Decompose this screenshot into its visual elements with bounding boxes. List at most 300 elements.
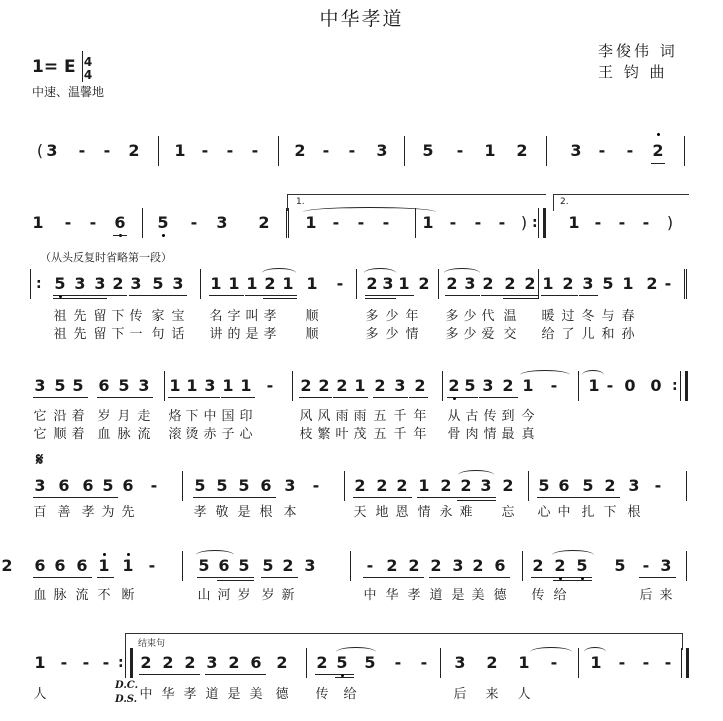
lyric-char: 地 [375,505,389,520]
note [581,275,595,293]
note-digit: 6 [260,476,272,495]
dc-marking: D.C. [115,680,139,691]
barline [125,648,126,678]
note [495,214,509,232]
lyric-char: 烙 [168,409,182,424]
score-line-5 [0,477,723,497]
beam-underline [335,677,354,678]
note [661,275,675,293]
lyric-char: 情 [417,505,431,520]
note [33,654,47,672]
note-digit: 6 [122,476,134,495]
note-digit: 2 [446,274,458,293]
lyric-char: 滚 [168,427,182,442]
note [417,654,431,672]
note [33,557,47,575]
note [373,377,387,395]
note-digit: 1 [518,653,530,672]
note [621,275,635,293]
note [661,654,675,672]
note [651,477,665,495]
beam-underline [168,397,220,398]
note-digit: 2 [128,141,140,160]
lyric-char: 传 [531,588,545,603]
note-digit: 2 [448,376,460,395]
beam-underline [129,295,187,296]
note-digit: 5 [238,556,250,575]
note-digit: 6 [76,556,88,575]
lyric-char: 下 [185,409,199,424]
note-digit: 2 [336,376,348,395]
slur [520,370,570,380]
barline [440,648,441,678]
lyric-char: 古 [465,409,479,424]
note [353,377,367,395]
note [239,377,253,395]
note-digit: 2 [162,653,174,672]
beam-underline [97,397,153,398]
lyric-char: 中 [557,505,571,520]
barline [686,551,687,581]
lyric-char: 后 [453,687,467,702]
beam-underline [353,497,412,498]
note-digit: 6 [98,376,110,395]
note-digit: 3 [216,213,228,232]
lyric-char: 流 [75,588,89,603]
note-digit: 6 [558,476,570,495]
high-octave-dot [103,553,106,556]
note [501,377,515,395]
barline [292,371,293,401]
note-digit: 3 [376,141,388,160]
note-digit: 0 [624,376,636,395]
lyric-char: 宝 [171,309,185,324]
tempo-marking: 中速、温馨地 [32,85,105,99]
lyric-char: 岁 [237,588,251,603]
lyric-char: 下 [111,327,125,342]
note [33,477,47,495]
score-line-2 [0,214,723,234]
lyric-char: 道 [205,687,219,702]
note [171,275,185,293]
score-line-6 [0,557,723,577]
note-digit: 3 [382,274,394,293]
slur [458,470,494,480]
note [227,654,241,672]
lyric-char: 代 [481,309,495,324]
note-digit: 5 [422,141,434,160]
lyric-char: 顺 [305,309,319,324]
note-digit: - [60,653,68,672]
first-ending-label: 1. [296,197,305,207]
lyric-char: 家 [151,309,165,324]
note-digit: 2 [604,476,616,495]
note [623,142,637,160]
lyric-char: 恩 [395,505,409,520]
note [335,377,349,395]
lyric-char: 孙 [621,327,635,342]
note [97,557,111,575]
beam-underline [217,580,254,581]
song-title: 中华孝道 [319,8,404,30]
note-digit: 5 [198,556,210,575]
note [639,557,653,575]
note-digit: 5 [576,556,588,575]
note-digit: 5 [54,376,66,395]
lyric-char: 到 [501,409,515,424]
lyric-char: 烫 [185,427,199,442]
note [275,654,289,672]
note-digit: 5 [102,476,114,495]
note [299,377,313,395]
note [257,214,271,232]
lyric-char: 情 [483,427,497,442]
lyrics-line-5-1 [0,501,723,520]
lyric-char: 是 [451,588,465,603]
beam-underline [503,298,539,299]
note-digit: 1 [305,213,317,232]
lyric-char: 华 [385,588,399,603]
time-signature-bottom: 4 [83,68,93,82]
lyric-char: 祖 [53,327,67,342]
note [203,377,217,395]
lyric-char: 茂 [353,427,367,442]
lyrics-line-4-1 [0,405,723,424]
lyric-char: 来 [659,588,673,603]
lyric-char: 千 [393,409,407,424]
note [537,477,551,495]
lyric-char: 德 [275,687,289,702]
barline [680,371,681,401]
beam-underline [363,577,424,578]
lyric-char: 百 [33,505,47,520]
lyric-char: 天 [353,505,367,520]
note [501,477,515,495]
lyric-char: 它 [33,409,47,424]
lyric-char: 情 [405,327,419,342]
lyric-char: 它 [33,427,47,442]
note-digit: - [498,213,506,232]
note [503,275,517,293]
note-digit: - [598,141,606,160]
note-digit: 2 [276,653,288,672]
note [121,477,135,495]
barline [130,648,133,678]
note [283,477,297,495]
beam-underline [261,577,298,578]
note [615,654,629,672]
note-digit: 2 [258,213,270,232]
lyric-char: 先 [73,309,87,324]
barline [164,371,165,401]
note [517,654,531,672]
note-digit: 5 [216,476,228,495]
lyric-char: 善 [57,505,71,520]
lyric-char: 一 [129,327,143,342]
note-digit: 2 [502,476,514,495]
note [129,275,143,293]
note-digit: - [642,213,650,232]
lyric-char: 与 [601,309,615,324]
lyric-char: 千 [393,427,407,442]
note-digit: 5 [152,274,164,293]
note-digit: - [102,653,110,672]
note-digit: - [150,476,158,495]
note-digit: 3 [206,653,218,672]
note [375,477,389,495]
beam-underline [651,163,665,164]
barline-end [684,269,685,299]
note-digit: - [618,653,626,672]
beam-underline [193,497,276,498]
note-digit: 3 [138,376,150,395]
note [413,377,427,395]
beam-underline [315,674,354,675]
note-digit: - [382,213,390,232]
repeat-dots: : [672,378,678,394]
note-digit: 6 [54,556,66,575]
note-digit: - [550,376,558,395]
lyric-char: 交 [503,327,517,342]
note [309,477,323,495]
note [99,654,113,672]
lyric-char: 少 [463,309,477,324]
high-octave-dot [127,553,130,556]
note [531,557,545,575]
lyric-char: 风 [317,409,331,424]
lyric-char: 冬 [581,309,595,324]
note [293,142,307,160]
lyric-char: 华 [161,687,175,702]
note-digit: 2 [1,556,13,575]
note-digit: - [103,141,111,160]
lyric-char: 今 [521,409,535,424]
lyric-char: 美 [471,588,485,603]
note [581,477,595,495]
beam-underline [53,298,107,299]
lyric-char: 传 [129,309,143,324]
lyric-char: 话 [171,327,185,342]
note [100,142,114,160]
lyric-char: 先 [121,505,135,520]
note [663,214,677,232]
lyric-char: 多 [365,327,379,342]
lyric-char: 后 [639,588,653,603]
note [481,275,495,293]
note-digit: 2 [482,274,494,293]
beam-underline [333,397,368,398]
note-digit: - [322,141,330,160]
note [259,477,273,495]
note-digit: ) [666,213,674,232]
note [263,377,277,395]
lyric-char: 少 [385,309,399,324]
lyric-char: 年 [413,409,427,424]
note-digit: - [594,213,602,232]
lyric-char: 先 [73,327,87,342]
lyric-char: 多 [365,309,379,324]
note [523,275,537,293]
note-digit: - [366,556,374,575]
lyric-char: 年 [413,427,427,442]
lyric-char: 人 [517,687,531,702]
note-digit: 1 [122,556,134,575]
beam-underline [245,295,297,296]
note [215,477,229,495]
lyric-char: 孝 [263,309,277,324]
note [485,654,499,672]
note-digit: - [664,274,672,293]
lyric-char: 肉 [465,427,479,442]
lyric-char: 德 [493,588,507,603]
note-digit: 6 [34,556,46,575]
barline [543,208,546,238]
note [57,654,71,672]
barline [200,269,201,299]
note-digit: 2 [396,476,408,495]
note-digit: 1 [542,274,554,293]
note-digit: 3 [570,141,582,160]
note-digit: 6 [82,476,94,495]
score-line-3 [0,275,723,295]
note [439,477,453,495]
note-digit: 1 [34,653,46,672]
barline [685,371,688,401]
note-digit: - [332,213,340,232]
lyric-char: 孝 [183,687,197,702]
note [45,142,59,160]
note-digit: 3 [582,274,594,293]
barline [578,371,579,401]
note-digit: 1 [484,141,496,160]
lyric-char: 扎 [581,505,595,520]
lyric-char: 和 [601,327,615,342]
key-signature: 1= E [32,57,76,77]
barline [356,269,357,299]
note [315,654,329,672]
repeat-dots: : [36,276,42,292]
note-digit: 2 [354,476,366,495]
second-ending-bracket [553,194,689,211]
note-digit: 3 [304,556,316,575]
note-digit: 3 [46,141,58,160]
note-digit: - [82,653,90,672]
note [603,477,617,495]
lyric-char: 是 [237,505,251,520]
lyric-char: 雨 [335,409,349,424]
lyric-char: 月 [117,409,131,424]
repeat-dots: : [532,215,538,231]
note-digit: - [642,653,650,672]
note [86,214,100,232]
lyric-char: 最 [501,427,515,442]
note [471,214,485,232]
lyric-char: 孝 [81,505,95,520]
note-digit: - [642,556,650,575]
note [515,142,529,160]
note [53,377,67,395]
time-signature-top: 4 [83,55,93,69]
note-digit: 6 [58,476,70,495]
note-digit: - [201,141,209,160]
note-digit: - [449,213,457,232]
note-digit: 3 [94,274,106,293]
note [127,142,141,160]
note [453,142,467,160]
note [111,275,125,293]
note [101,477,115,495]
note [471,557,485,575]
note-digit: 1 [418,476,430,495]
note [173,142,187,160]
note-digit: - [357,213,365,232]
note-digit: 1 [222,376,234,395]
beam-underline [197,577,254,578]
note [249,654,263,672]
barline [684,136,685,166]
lyric-char: 温 [503,309,517,324]
note [481,377,495,395]
note-digit: 2 [418,274,430,293]
note [363,557,377,575]
note [193,477,207,495]
note [391,654,405,672]
note-digit: 2 [374,376,386,395]
lyric-char: 年 [405,309,419,324]
lyrics-line-3-1 [0,305,723,324]
lyric-char: 难 [459,505,473,520]
lyric-char: 讲 [209,327,223,342]
barline [278,136,279,166]
lyric-char: 字 [227,309,241,324]
note-digit: 2 [504,274,516,293]
barline [182,551,183,581]
note-digit: 3 [482,376,494,395]
note-digit: 1 [169,376,181,395]
note [353,477,367,495]
note-digit: 5 [72,376,84,395]
note-digit: 1 [186,376,198,395]
note [651,142,665,160]
note-digit: 3 [660,556,672,575]
note-digit: 2 [112,274,124,293]
note-digit: 2 [502,376,514,395]
lyric-char: 多 [445,309,459,324]
note-digit: 3 [204,376,216,395]
note [31,214,45,232]
lyric-char: 中 [203,409,217,424]
barline [404,136,405,166]
lyric-char: 为 [101,505,115,520]
note [639,654,653,672]
note [53,275,67,293]
lyric-char: 忘 [501,505,515,520]
note [385,557,399,575]
note [463,377,477,395]
lyric-char: 句 [151,327,165,342]
lyric-char: 骨 [447,427,461,442]
note [227,275,241,293]
note [75,557,89,575]
note [245,275,259,293]
note-digit: 5 [614,556,626,575]
beam-underline [429,577,510,578]
high-octave-dot [657,133,660,136]
beam-underline [365,298,396,299]
lyric-char: 顺 [305,327,319,342]
note-digit: 5 [464,376,476,395]
lyric-char: 岁 [261,588,275,603]
